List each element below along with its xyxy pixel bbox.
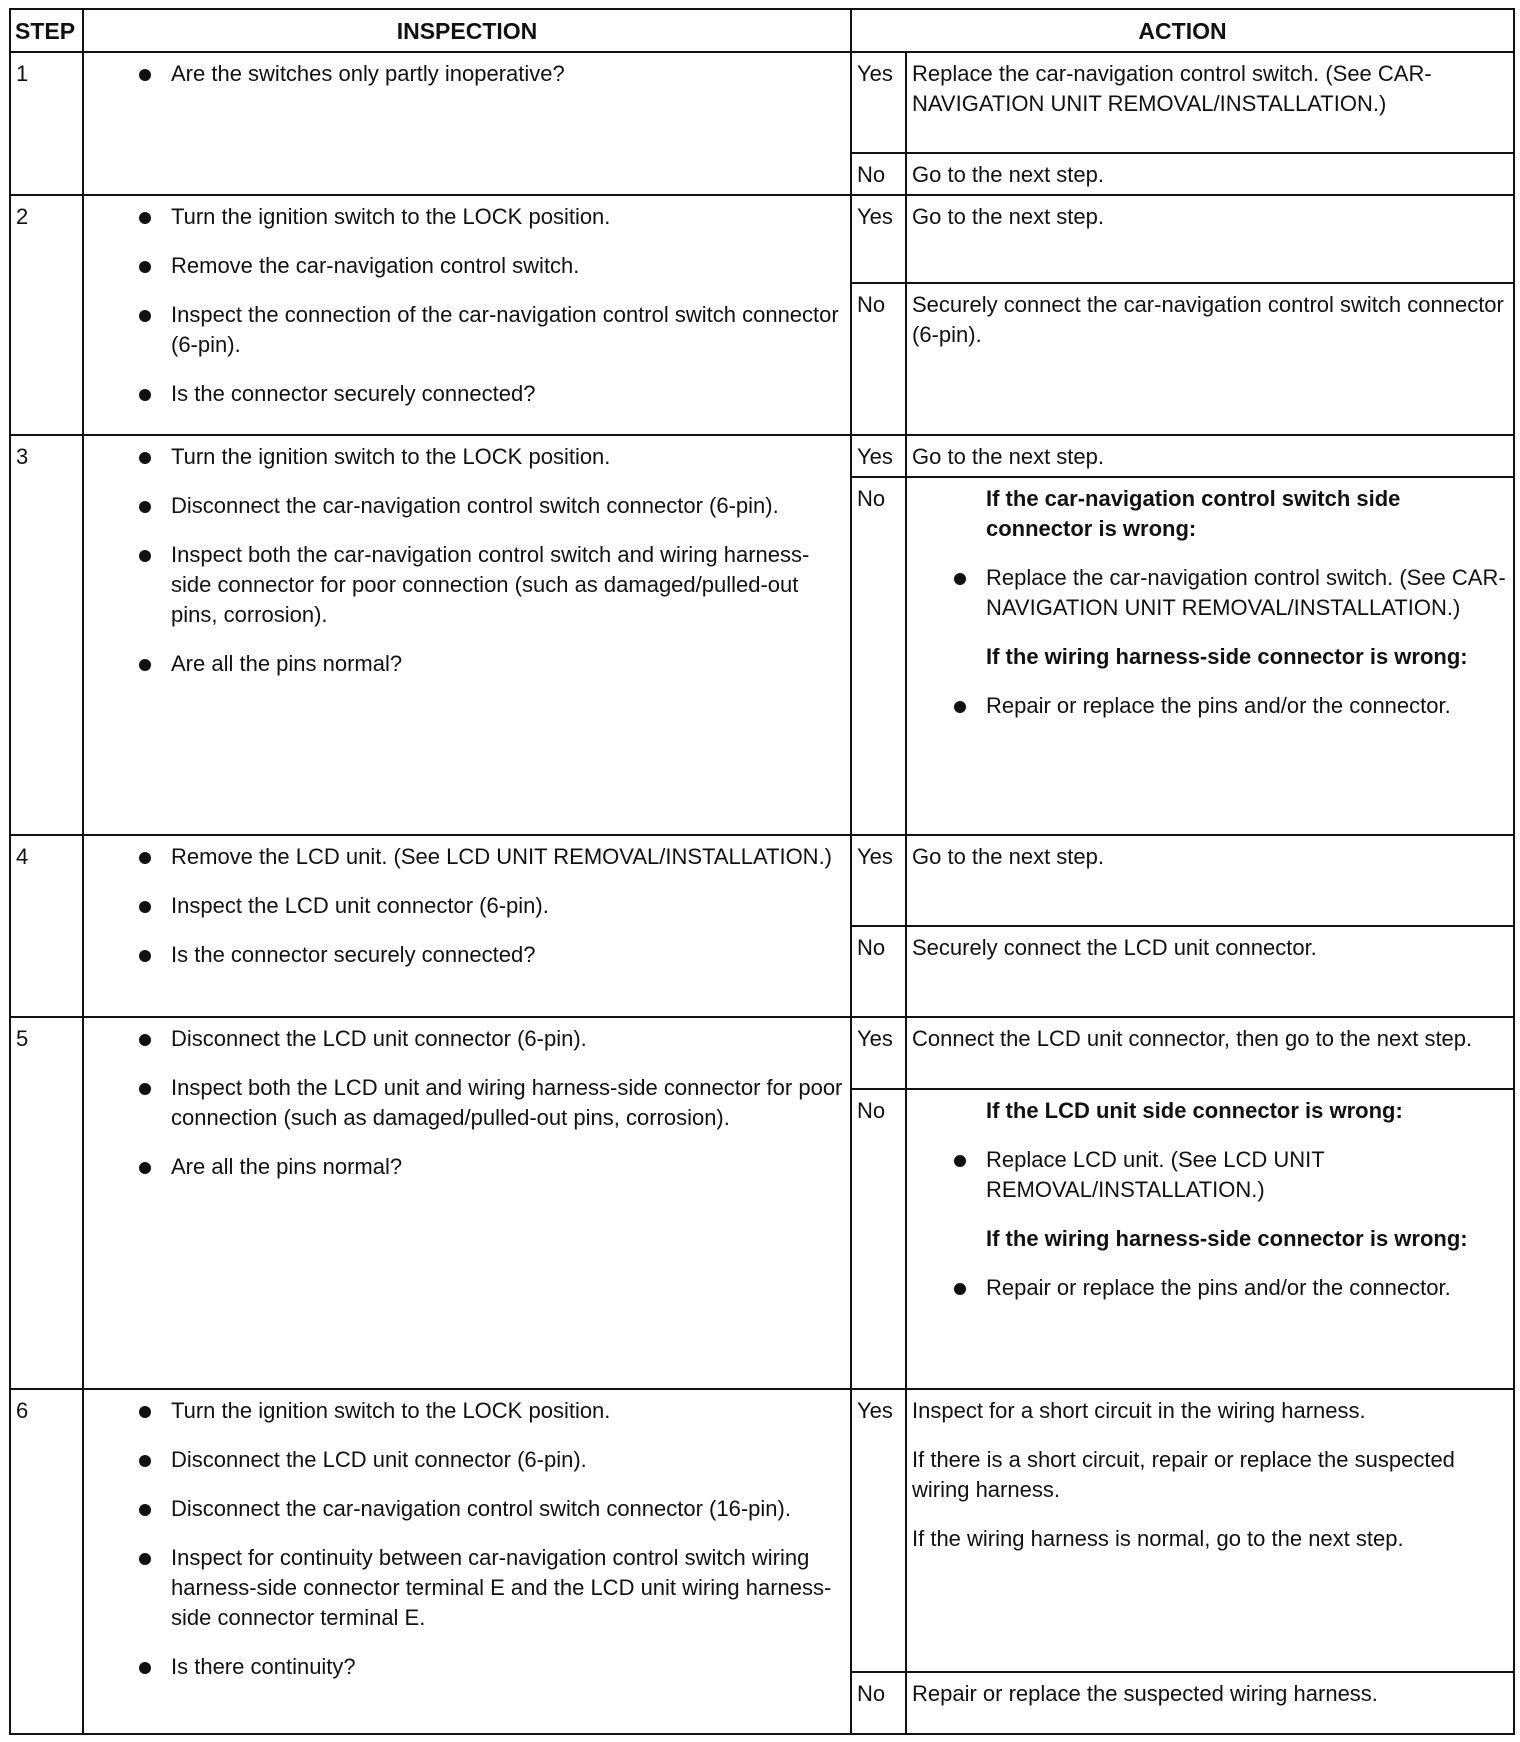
inspection-cell bbox=[83, 835, 851, 1017]
yes-label: Yes bbox=[851, 1017, 906, 1089]
inspection-item: Inspect both the LCD unit and wiring harness-side connector for poor connection (such as damaged/pulled-out pins, corrosion). bbox=[89, 1073, 844, 1133]
no-action bbox=[906, 477, 1514, 835]
inspection-item: Turn the ignition switch to the LOCK position. bbox=[89, 442, 844, 472]
condition-heading: If the wiring harness-side connector is wrong: bbox=[986, 1226, 1468, 1252]
inspection-item: Are all the pins normal? bbox=[89, 649, 844, 679]
no-label: No bbox=[851, 153, 906, 195]
inspection-cell bbox=[83, 1389, 851, 1734]
bullet-icon bbox=[139, 1662, 151, 1674]
diagnostic-table bbox=[9, 8, 1515, 1735]
inspection-item: Is there continuity? bbox=[89, 1652, 844, 1682]
inspection-item: Inspect the LCD unit connector (6-pin). bbox=[89, 891, 844, 921]
no-action bbox=[906, 1089, 1514, 1389]
header-row bbox=[10, 9, 1514, 52]
no-label: No bbox=[851, 1672, 906, 1734]
inspection-item: Remove the car-navigation control switch. bbox=[89, 251, 844, 281]
header-action: ACTION bbox=[851, 9, 1514, 52]
inspection-item: Inspect for continuity between car-navigation control switch wiring harness-side connector terminal E and the LCD unit wiring harness-side connector terminal E. bbox=[89, 1543, 844, 1633]
inspection-item: Remove the LCD unit. (See LCD UNIT REMOVAL/INSTALLATION.) bbox=[89, 842, 844, 872]
inspection-cell bbox=[83, 52, 851, 195]
step-number: 3 bbox=[10, 435, 83, 835]
inspection-item: Disconnect the car-navigation control switch connector (6-pin). bbox=[89, 491, 844, 521]
step-row bbox=[10, 835, 1514, 926]
step-row bbox=[10, 1017, 1514, 1089]
no-label: No bbox=[851, 283, 906, 435]
step-row bbox=[10, 435, 1514, 477]
action-item: Replace LCD unit. (See LCD UNIT REMOVAL/INSTALLATION.) bbox=[986, 1145, 1507, 1205]
bullet-icon bbox=[139, 1083, 151, 1095]
inspection-item: Turn the ignition switch to the LOCK position. bbox=[89, 202, 844, 232]
step-number: 5 bbox=[10, 1017, 83, 1389]
inspection-item: Are all the pins normal? bbox=[89, 1152, 844, 1182]
action-item: Repair or replace the pins and/or the connector. bbox=[986, 1273, 1507, 1303]
no-action: Securely connect the car-navigation control switch connector (6-pin). bbox=[906, 283, 1514, 435]
inspection-item: Inspect the connection of the car-navigation control switch connector (6-pin). bbox=[89, 300, 844, 360]
action-paragraph: If the wiring harness is normal, go to the next step. bbox=[912, 1526, 1404, 1552]
inspection-item: Inspect both the car-navigation control switch and wiring harness-side connector for poor connection (such as damaged/pulled-out pins, corrosion). bbox=[89, 540, 844, 630]
condition-heading: If the car-navigation control switch side connector is wrong: bbox=[986, 486, 1401, 542]
bullet-icon bbox=[139, 901, 151, 913]
no-action: Securely connect the LCD unit connector. bbox=[906, 926, 1514, 1017]
step-row bbox=[10, 1389, 1514, 1672]
bullet-icon bbox=[954, 573, 966, 585]
bullet-icon bbox=[139, 389, 151, 401]
bullet-icon bbox=[954, 701, 966, 713]
header-inspection: INSPECTION bbox=[83, 9, 851, 52]
condition-heading: If the LCD unit side connector is wrong: bbox=[986, 1098, 1403, 1124]
action-item: Repair or replace the pins and/or the connector. bbox=[986, 691, 1507, 721]
inspection-item: Is the connector securely connected? bbox=[89, 379, 844, 409]
bullet-icon bbox=[139, 1553, 151, 1565]
yes-label: Yes bbox=[851, 435, 906, 477]
inspection-item: Are the switches only partly inoperative? bbox=[89, 59, 844, 89]
inspection-cell bbox=[83, 1017, 851, 1389]
yes-label: Yes bbox=[851, 195, 906, 282]
header-step: STEP bbox=[10, 9, 83, 52]
inspection-item: Is the connector securely connected? bbox=[89, 940, 844, 970]
step-row bbox=[10, 52, 1514, 153]
no-action: Repair or replace the suspected wiring harness. bbox=[906, 1672, 1514, 1734]
inspection-cell bbox=[83, 435, 851, 835]
bullet-icon bbox=[139, 1162, 151, 1174]
bullet-icon bbox=[139, 69, 151, 81]
bullet-icon bbox=[139, 1504, 151, 1516]
step-row bbox=[10, 195, 1514, 282]
action-paragraph: Inspect for a short circuit in the wiring harness. bbox=[912, 1398, 1366, 1424]
condition-heading: If the wiring harness-side connector is wrong: bbox=[986, 644, 1468, 670]
bullet-icon bbox=[139, 950, 151, 962]
yes-action: Connect the LCD unit connector, then go to the next step. bbox=[906, 1017, 1514, 1089]
no-action: Go to the next step. bbox=[906, 153, 1514, 195]
yes-action: Go to the next step. bbox=[906, 435, 1514, 477]
bullet-icon bbox=[139, 659, 151, 671]
yes-action: Go to the next step. bbox=[906, 835, 1514, 926]
yes-action bbox=[906, 1389, 1514, 1672]
bullet-icon bbox=[139, 452, 151, 464]
no-label: No bbox=[851, 1089, 906, 1389]
bullet-icon bbox=[139, 501, 151, 513]
bullet-icon bbox=[954, 1155, 966, 1167]
bullet-icon bbox=[139, 852, 151, 864]
bullet-icon bbox=[139, 310, 151, 322]
inspection-item: Disconnect the LCD unit connector (6-pin). bbox=[89, 1024, 844, 1054]
bullet-icon bbox=[954, 1283, 966, 1295]
no-label: No bbox=[851, 477, 906, 835]
yes-label: Yes bbox=[851, 835, 906, 926]
step-number: 2 bbox=[10, 195, 83, 435]
yes-label: Yes bbox=[851, 1389, 906, 1672]
action-paragraph: If there is a short circuit, repair or replace the suspected wiring harness. bbox=[912, 1447, 1455, 1503]
no-label: No bbox=[851, 926, 906, 1017]
inspection-item: Disconnect the car-navigation control switch connector (16-pin). bbox=[89, 1494, 844, 1524]
inspection-cell bbox=[83, 195, 851, 435]
yes-action: Replace the car-navigation control switch. (See CAR-NAVIGATION UNIT REMOVAL/INSTALLATION.) bbox=[906, 52, 1514, 153]
step-number: 4 bbox=[10, 835, 83, 1017]
bullet-icon bbox=[139, 550, 151, 562]
inspection-item: Disconnect the LCD unit connector (6-pin). bbox=[89, 1445, 844, 1475]
step-number: 6 bbox=[10, 1389, 83, 1734]
bullet-icon bbox=[139, 212, 151, 224]
step-number: 1 bbox=[10, 52, 83, 195]
bullet-icon bbox=[139, 1034, 151, 1046]
bullet-icon bbox=[139, 1406, 151, 1418]
action-item: Replace the car-navigation control switch. (See CAR-NAVIGATION UNIT REMOVAL/INSTALLATION.) bbox=[986, 563, 1507, 623]
bullet-icon bbox=[139, 261, 151, 273]
yes-action: Go to the next step. bbox=[906, 195, 1514, 282]
inspection-item: Turn the ignition switch to the LOCK position. bbox=[89, 1396, 844, 1426]
bullet-icon bbox=[139, 1455, 151, 1467]
yes-label: Yes bbox=[851, 52, 906, 153]
